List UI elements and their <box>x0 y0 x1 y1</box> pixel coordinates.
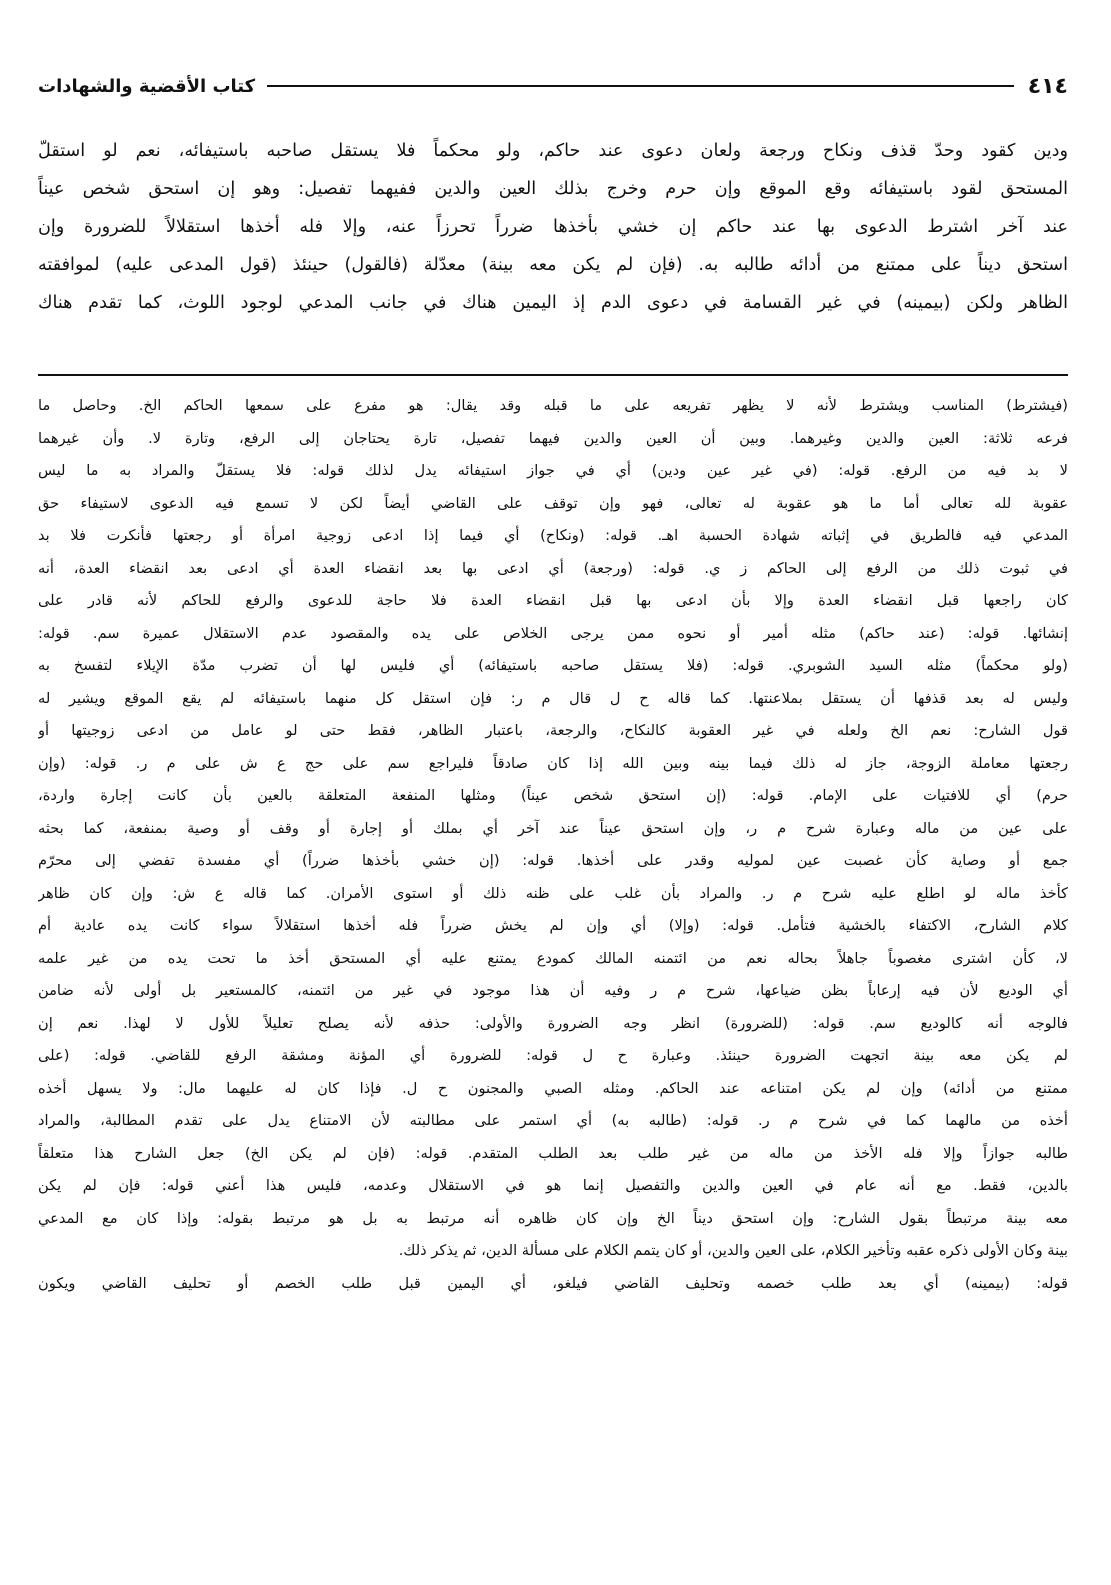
note-line: فرعه ثلاثة: العين والدين وغيرهما. وبين أن العين والدين فيهما تفصيل، تارة يحتاجان إلى الرفع، وتارة لا. وأن غيرهما <box>38 429 1068 447</box>
note-line: طالبه جوازاً وإلا فله الأخذ من ماله من غير طلب بعد الطلب المتقدم. قوله: (فإن لم يكن الخ) جعل الشارح هذا متعلقاً <box>38 1144 1068 1162</box>
note-line: (ولو محكماً) مثله السيد الشوبري. قوله: (فلا يستقل صاحبه باستيفائه) أي فليس لها أن تضرب مدّة الإيلاء لتفسخ به <box>38 657 1068 674</box>
page-number: ٤١٤ <box>1027 73 1068 99</box>
note-line: فالوجه أنه كالوديع سم. قوله: (للضرورة) انظر وجه الضرورة والأولى: حذفه لأنه يصلح تعليلاً للأول لا لهذا. نعم إن <box>38 1014 1068 1032</box>
note-line: كان راجعها قبل انقضاء العدة وإلا بأن ادعى بها قبل انقضاء العدة فلا حاجة للدعوى والرفع للحاكم لأنه قادر على <box>38 592 1068 609</box>
note-line: عقوبة لله تعالى أما ما هو عقوبة له تعالى، فهو وإن توقف على القاضي أيضاً لكن لا تسمع فيه الدعوى لاستيفاء حق <box>38 494 1068 512</box>
footnote-separator <box>38 374 1068 376</box>
page-header <box>38 64 1068 108</box>
note-line: بينة وكان الأولى ذكره عقبه وتأخير الكلام، على العين والدين، أو كان يتمم الكلام على مسألة الدين، ثم يذكر ذلك. <box>398 1242 1068 1259</box>
note-line: كلام الشارح، الاكتفاء بالخشية فتأمل. قوله: (وإلا) أي وإن لم يخش ضرراً فله أخذها استقلالاً سواء كانت يده عادية أم <box>38 917 1068 934</box>
note-line: لم يكن معه بينة اتجهت الضرورة حينئذ. وعبارة ح ل قوله: للضرورة أي المؤنة ومشقة الرفع للقاضي. قوله: (على <box>38 1047 1068 1064</box>
note-line: أي الوديع لأن فيه إرعاباً بظن ضياعها، شرح م ر وفيه أن هذا موجود في غير من ائتمنه، كالمستعير بل أولى لأنه ضامن <box>38 982 1068 999</box>
note-line: حرم) أي للافتيات على الإمام. قوله: (إن استحق شخص عيناً) ومثلها المنفعة المتعلقة بالعين بأن كانت إجارة واردة، <box>38 787 1068 804</box>
note-line: في ثبوت ذلك من الرفع إلى الحاكم ز ي. قوله: (ورجعة) أي ادعى بها بعد انقضاء العدة أي ادعى بعد انقضاء العدة، أنه <box>38 559 1068 577</box>
header-rule <box>267 85 1014 87</box>
note-line: جمع أو وصاية كأن غصبت عين لموليه وقدر على أخذها. قوله: (إن خشي بأخذها ضرراً) أي مفسدة تفضي إلى محرّم <box>38 852 1068 869</box>
note-line: كأخذ ماله لو اطلع عليه شرح م ر. والمراد بأن غلب على ظنه ذلك أو استوى الأمران. كما قاله ع ش: وإن كان ظاهر <box>38 884 1068 902</box>
note-line: أخذه من مالهما كما في شرح م ر. قوله: (طالبه به) أي استمر على مطالبته لأن الامتناع يدل على تقدم المطالبة، والمراد <box>38 1112 1068 1129</box>
note-line: لا، كأن اشترى مغصوباً جاهلاً بحاله نعم من ائتمنه المالك كمودع يمتنع عليه أي المستحق أخذ ما تحت يده من غير علمه <box>38 949 1068 967</box>
note-line: وليس له بعد قذفها أن يستقل بملاعنتها. كما قاله ح ل قال م ر: فإن استقل كل منهما باستيفائه لم يقع الموقع ويشير له <box>38 689 1068 707</box>
note-line: قول الشارح: نعم الخ ولعله في غير العقوبة كالنكاح، والرجعة، باعتبار الظاهر، فقط حتى لو عامل من ادعى زوجيتها أو <box>38 722 1068 739</box>
note-line: معه بينة مرتبطاً بقول الشارح: وإن استحق ديناً الخ وإن كان ظاهره أنه مرتبط به بل هو مرتبط بقوله: وإذا كان مع المدعي <box>38 1209 1068 1227</box>
running-title: كتاب الأقضية والشهادات <box>38 75 256 97</box>
note-line: على عين من ماله وعبارة شرح م ر، وإن استحق عيناً عند آخر أي بملك أو إجارة أو وقف أو وصية بمنفعة، كما بحثه <box>38 819 1068 837</box>
main-text-line: الظاهر ولكن (بيمينه) في غير القسامة في دعوى الدم إذ اليمين هناك في جانب المدعي لوجود اللوث، كما تقدم هناك <box>38 293 1068 313</box>
note-line: المدعي فيه فالطريق في إثباته شهادة الحسبة اهـ. قوله: (ونكاح) أي فيما إذا ادعى زوجية امرأة أو رجعتها فأنكرت فلا بد <box>38 527 1068 544</box>
main-text-line: ودين كقود وحدّ قذف ونكاح ورجعة ولعان دعوى عند حاكم، ولو محكماً فلا يستقل صاحبه باستيفائه، نعم لو استقلّ <box>38 141 1068 161</box>
note-line: إنشائها. قوله: (عند حاكم) مثله أمير أو نحوه ممن يرجى الخلاص على يده والمقصود عدم الاستقلال عميرة سم. قوله: <box>38 624 1068 642</box>
commentary-notes <box>38 390 1068 1300</box>
main-text-line: عند آخر اشترط الدعوى بها عند حاكم إن خشي بأخذها ضرراً تحرزاً عنه، وإلا فله أخذها استقلالاً للضرورة وإن <box>38 217 1068 237</box>
main-text <box>38 132 1068 322</box>
document-page <box>38 64 1068 1564</box>
note-line: قوله: (بيمينه) أي بعد طلب خصمه وتحليف القاضي فيلغو، أي اليمين قبل طلب الخصم أو تحليف القاضي ويكون <box>38 1274 1068 1292</box>
main-text-line: استحق ديناً على ممتنع من أدائه طالبه به. (فإن لم يكن معه بينة) معدّلة (فالقول) حينئذ (قول المدعى عليه) لموافقته <box>38 255 1068 275</box>
note-line: بالدين، فقط. مع أنه عام في العين والدين والتفصيل إنما هو في الاستقلال وعدمه، فليس هذا أعني قوله: فإن لم يكن <box>38 1177 1068 1194</box>
main-text-line: المستحق لقود باستيفائه وقع الموقع وإن حرم وخرج بذلك العين والدين ففيهما تفصيل: وهو إن استحق شخص عيناً <box>38 179 1068 199</box>
note-line: رجعتها معاملة الزوجة، جاز له ذلك فيما بينه وبين الله إذا كان صادقاً فليراجع سم على حج ع ش على م ر. قوله: (وإن <box>38 754 1068 772</box>
note-line: لا بد فيه من الرفع. قوله: (في غير عين ودين) أي في جواز استيفائه يدل لذلك قوله: فلا يستقلّ والمراد به ما ليس <box>38 462 1068 479</box>
note-line: ممتنع من أدائه) وإن لم يكن امتناعه عند الحاكم. ومثله الصبي والمجنون ح ل. فإذا كان له عليهما مال: ولا يسهل أخذه <box>38 1079 1068 1097</box>
note-line: (فيشترط) المناسب ويشترط لأنه لا يظهر تفريعه على ما قبله وقد يقال: هو مفرع على سمعها الحاكم الخ. وحاصل ما <box>38 397 1068 414</box>
